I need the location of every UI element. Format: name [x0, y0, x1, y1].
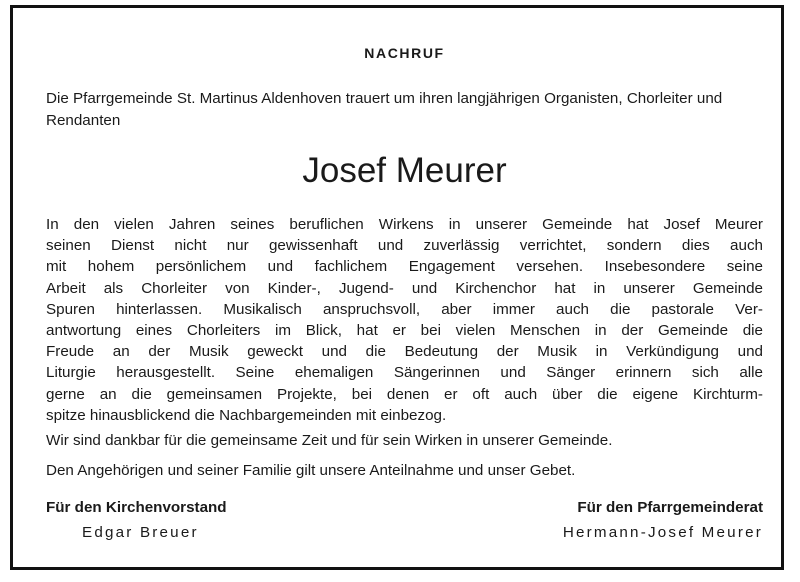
body-line: Freude an der Musik geweckt und die Bedeutung der Musik in Verkündigung und	[46, 343, 763, 361]
body-line: seinen Dienst nicht nur gewissenhaft und zuverlässig verrichtet, sondern dies auch	[46, 237, 763, 255]
body-line: mit hohem persönlichem und fachlichem Engagement versehen. Insebesondere seine	[46, 258, 763, 276]
body-line: In den vielen Jahren seines beruflichen Wirkens in unserer Gemeinde hat Josef Meurer	[46, 216, 763, 233]
signature-right-title: Für den Pfarrgemeinderat	[577, 499, 763, 516]
condolence-paragraph: Den Angehörigen und seiner Familie gilt unsere Anteilnahme und unser Gebet.	[46, 462, 576, 479]
body-line: Liturgie herausgestellt. Seine ehemaligen Sängerinnen und Sänger erinnern sich alle	[46, 364, 763, 382]
signature-left-title: Für den Kirchenvorstand	[46, 499, 227, 516]
signature-right-name: Hermann-Josef Meurer	[562, 524, 763, 541]
body-line: antwortung eines Chorleiters im Blick, hat er bei vielen Menschen in der Gemeinde die	[46, 321, 763, 339]
body-line: Spuren hinterlassen. Musikalisch anspruchsvoll, aber immer auch die pastorale Ver-	[46, 300, 763, 318]
body-line: spitze hinausblickend die Nachbargemeinden mit einbezog.	[46, 406, 447, 424]
body-line: Arbeit als Chorleiter von Kinder-, Jugend- und Kirchenchor hat in unserer Gemeinde	[46, 279, 763, 297]
signature-left-name: Edgar Breuer	[82, 524, 199, 541]
signature-right	[563, 498, 763, 543]
obituary-heading: NACHRUF	[364, 45, 445, 61]
intro-text: Die Pfarrgemeinde St. Martinus Aldenhoven trauert um ihren langjährigen Organisten, Chorleiter und Rendanten	[46, 90, 723, 129]
gratitude-paragraph: Wir sind dankbar für die gemeinsame Zeit und für sein Wirken in unserer Gemeinde.	[46, 432, 613, 449]
signature-left	[46, 498, 227, 543]
deceased-name: Josef Meurer	[302, 151, 507, 190]
obituary-body	[46, 214, 763, 426]
body-line: gerne an die gemeinsamen Projekte, bei denen er oft auch über die eigene Kirchturm-	[46, 385, 763, 403]
obituary-frame	[10, 5, 784, 570]
